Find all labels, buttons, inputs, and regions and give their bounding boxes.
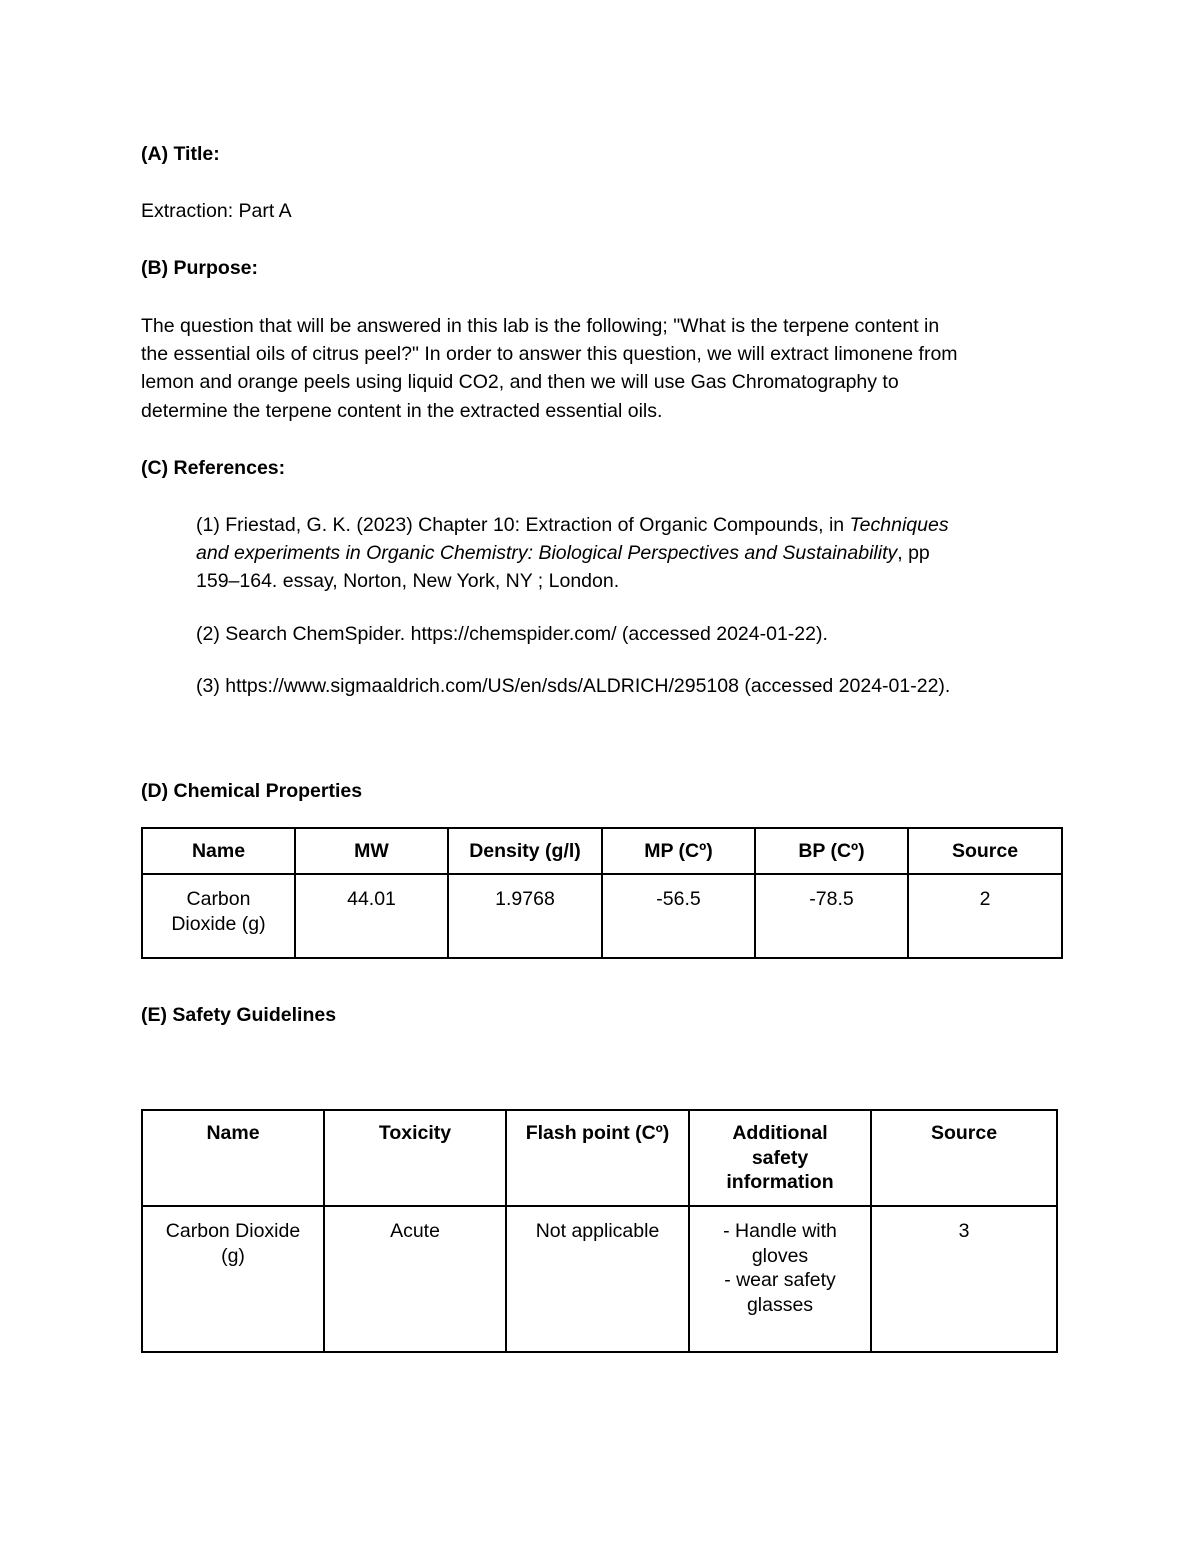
- column-header-toxicity: Toxicity: [324, 1110, 506, 1206]
- column-header-mw: MW: [295, 828, 448, 874]
- cell-source: 2: [908, 874, 1062, 958]
- header-line: Additional: [732, 1122, 828, 1144]
- reference-1-book-title-a: Techniques: [849, 514, 949, 536]
- reference-3: (3) https://www.sigmaaldrich.com/US/en/sds/ALDRICH/295108 (accessed 2024-01-22).: [196, 675, 951, 697]
- reference-1: [196, 511, 1076, 596]
- cell-name-line: Carbon Dioxide: [165, 1220, 301, 1242]
- section-title-heading: (A) Title:: [141, 143, 220, 165]
- purpose-line: lemon and orange peels using liquid CO2, and then we will use Gas Chromatography to: [141, 371, 899, 394]
- column-header-mp: MP (Cº): [602, 828, 755, 874]
- table-header-row: [142, 828, 1062, 874]
- cell-mw: 44.01: [295, 874, 448, 958]
- column-header-flash-point: Flash point (Cº): [506, 1110, 689, 1206]
- purpose-line: the essential oils of citrus peel?" In order to answer this question, we will extract limonene from: [141, 343, 958, 366]
- cell-density: 1.9768: [448, 874, 602, 958]
- header-line: safety: [751, 1146, 809, 1169]
- safety-guidelines-table: [141, 1109, 1058, 1353]
- reference-1-publisher: 159–164. essay, Norton, New York, NY ; London.: [196, 570, 620, 593]
- section-purpose-heading: (B) Purpose:: [141, 257, 258, 279]
- table-row: [142, 874, 1062, 958]
- table-row: [142, 1206, 1057, 1352]
- reference-1-pages: , pp: [897, 542, 930, 565]
- cell-info-line: glasses: [746, 1293, 814, 1316]
- cell-name-line: Carbon: [186, 888, 251, 910]
- purpose-line: determine the terpene content in the extracted essential oils.: [141, 399, 663, 422]
- cell-info-line: gloves: [751, 1244, 809, 1267]
- column-header-density: Density (g/l): [448, 828, 602, 874]
- purpose-paragraph: [141, 312, 1081, 425]
- table-header-row: [142, 1110, 1057, 1206]
- section-references-heading: (C) References:: [141, 457, 286, 479]
- reference-1-book-title-b: and experiments in Organic Chemistry: Biological Perspectives and Sustainability: [196, 542, 898, 565]
- chemical-properties-table: [141, 827, 1063, 959]
- cell-name: [142, 1206, 324, 1352]
- purpose-line: The question that will be answered in this lab is the following; "What is the terpene content in: [141, 315, 940, 337]
- section-chemical-properties-heading: (D) Chemical Properties: [141, 780, 363, 802]
- cell-name-line: (g): [221, 1244, 245, 1267]
- cell-name: [142, 874, 295, 958]
- column-header-source: Source: [871, 1110, 1057, 1206]
- header-line: information: [726, 1171, 834, 1193]
- cell-flash-point: Not applicable: [506, 1206, 689, 1352]
- section-safety-heading: (E) Safety Guidelines: [141, 1004, 337, 1026]
- column-header-source: Source: [908, 828, 1062, 874]
- cell-info-line: - Handle with: [723, 1220, 837, 1242]
- cell-source: 3: [871, 1206, 1057, 1352]
- column-header-additional-safety-info: [689, 1110, 871, 1206]
- reference-2: (2) Search ChemSpider. https://chemspider.com/ (accessed 2024-01-22).: [196, 623, 828, 645]
- cell-toxicity: Acute: [324, 1206, 506, 1352]
- cell-info-line: - wear safety: [724, 1269, 836, 1291]
- column-header-name: Name: [142, 1110, 324, 1206]
- cell-additional-safety-info: [689, 1206, 871, 1352]
- cell-bp: -78.5: [755, 874, 908, 958]
- document-title: Extraction: Part A: [141, 200, 292, 222]
- cell-name-line: Dioxide (g): [171, 912, 266, 935]
- reference-1-lead: (1) Friestad, G. K. (2023) Chapter 10: Extraction of Organic Compounds, in: [196, 514, 850, 536]
- column-header-bp: BP (Cº): [755, 828, 908, 874]
- column-header-name: Name: [142, 828, 295, 874]
- cell-mp: -56.5: [602, 874, 755, 958]
